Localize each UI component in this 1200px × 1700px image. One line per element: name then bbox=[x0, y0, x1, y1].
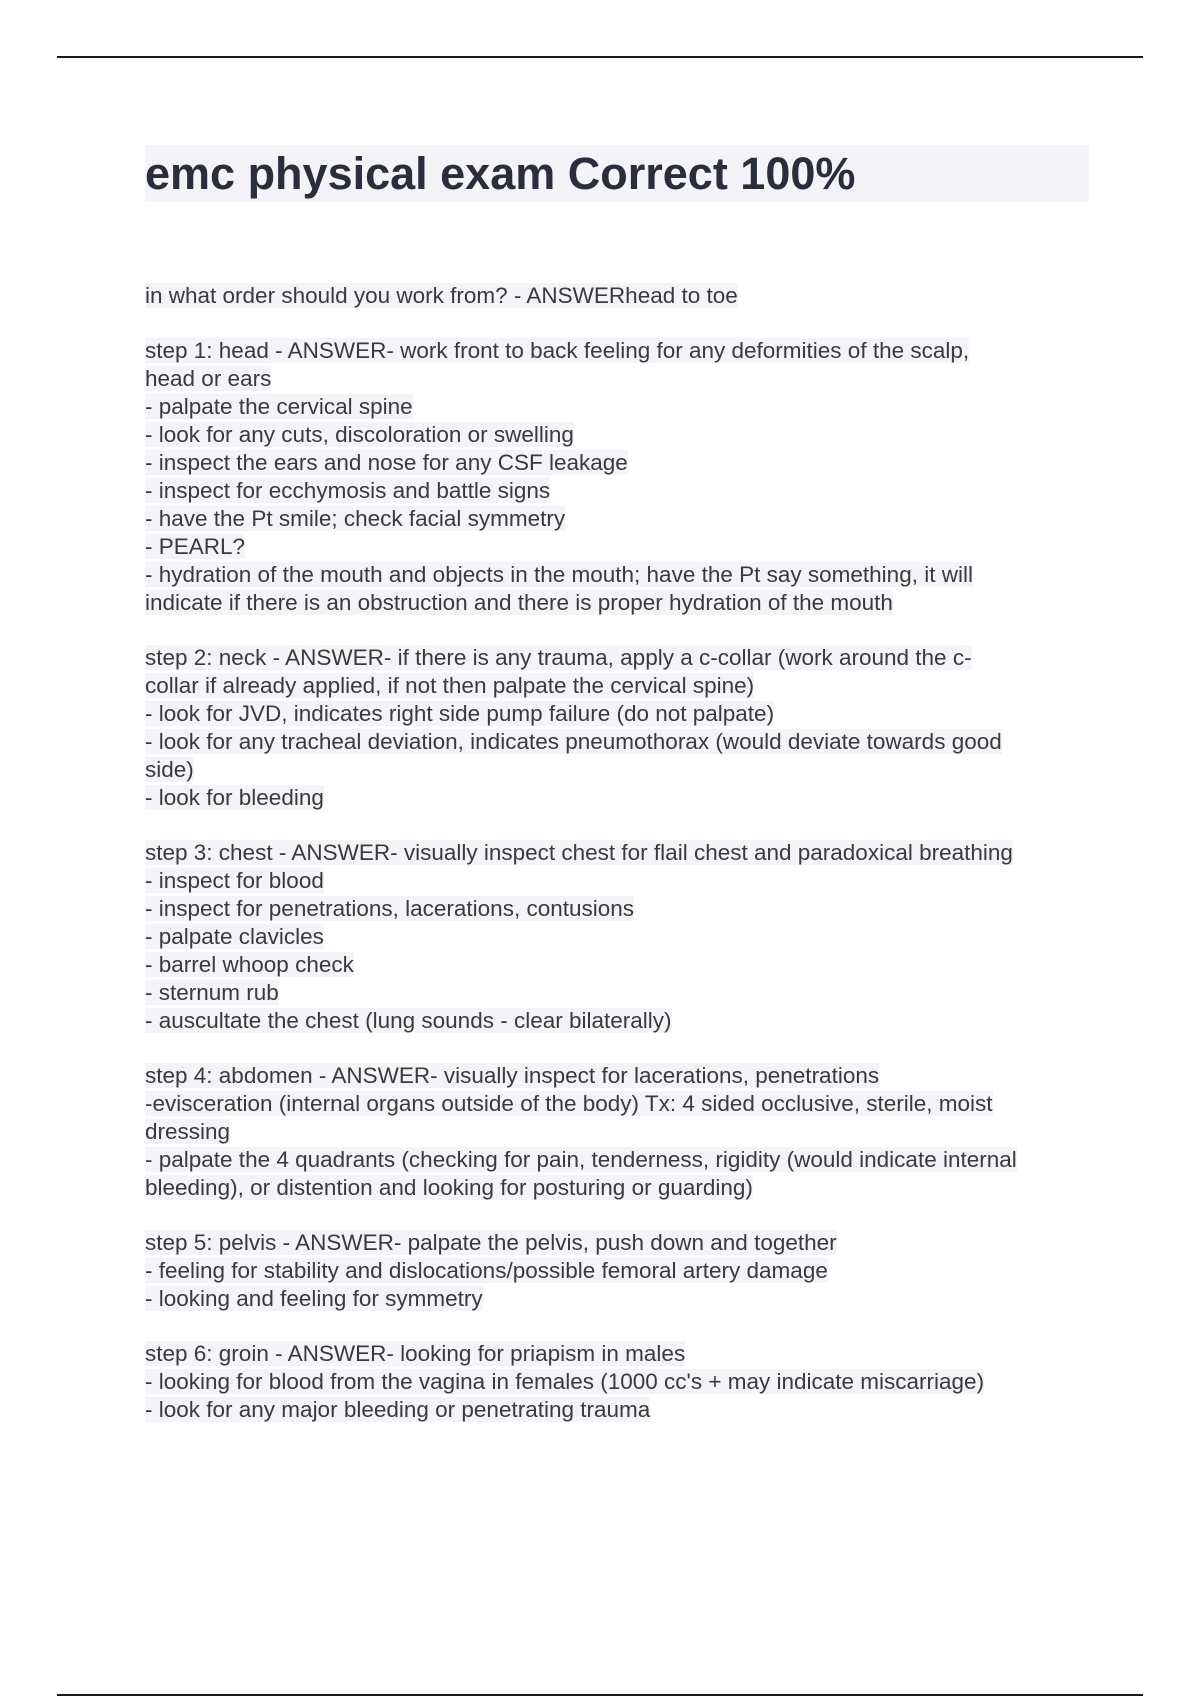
qa-line-text: - inspect for blood bbox=[145, 868, 324, 893]
qa-line-text: - have the Pt smile; check facial symmetry bbox=[145, 506, 566, 531]
qa-line-text: - looking for blood from the vagina in females (1000 cc's + may indicate miscarriage) bbox=[145, 1369, 985, 1394]
qa-line-text: - palpate the cervical spine bbox=[145, 394, 413, 419]
qa-line-text: - look for bleeding bbox=[145, 785, 324, 810]
qa-line bbox=[145, 1257, 1089, 1285]
qa-line bbox=[145, 728, 1089, 756]
qa-line bbox=[145, 784, 1089, 812]
document-page bbox=[145, 145, 1089, 1451]
qa-line-text: - palpate clavicles bbox=[145, 924, 324, 949]
qa-line-text: step 1: head - ANSWER- work front to back feeling for any deformities of the scalp, bbox=[145, 338, 970, 363]
qa-line bbox=[145, 533, 1089, 561]
qa-line-text: - palpate the 4 quadrants (checking for pain, tenderness, rigidity (would indicate internal bbox=[145, 1147, 1017, 1172]
qa-line bbox=[145, 1174, 1089, 1202]
qa-line bbox=[145, 1285, 1089, 1313]
document-title: emc physical exam Correct 100% bbox=[145, 148, 856, 199]
qa-line bbox=[145, 589, 1089, 617]
qa-line-text: bleeding), or distention and looking for posturing or guarding) bbox=[145, 1175, 753, 1200]
qa-line bbox=[145, 393, 1089, 421]
qa-line-text: step 3: chest - ANSWER- visually inspect chest for flail chest and paradoxical breathing bbox=[145, 840, 1013, 865]
qa-list bbox=[145, 282, 1089, 1424]
top-rule bbox=[57, 56, 1143, 58]
qa-item bbox=[145, 1229, 1089, 1313]
qa-line-text: step 2: neck - ANSWER- if there is any trauma, apply a c-collar (work around the c- bbox=[145, 645, 972, 670]
qa-line bbox=[145, 979, 1089, 1007]
qa-line bbox=[145, 477, 1089, 505]
qa-line bbox=[145, 839, 1089, 867]
qa-line-text: in what order should you work from? - ANSWERhead to toe bbox=[145, 283, 738, 308]
bottom-rule bbox=[57, 1694, 1143, 1696]
qa-line bbox=[145, 895, 1089, 923]
qa-line-text: head or ears bbox=[145, 366, 272, 391]
qa-line-text: - feeling for stability and dislocations/possible femoral artery damage bbox=[145, 1258, 828, 1283]
qa-item bbox=[145, 337, 1089, 617]
qa-item bbox=[145, 644, 1089, 812]
qa-line-text: - inspect the ears and nose for any CSF leakage bbox=[145, 450, 628, 475]
qa-line-text: collar if already applied, if not then palpate the cervical spine) bbox=[145, 673, 755, 698]
qa-item bbox=[145, 839, 1089, 1035]
qa-line bbox=[145, 1062, 1089, 1090]
qa-line bbox=[145, 337, 1089, 365]
qa-line-text: - look for any major bleeding or penetrating trauma bbox=[145, 1397, 651, 1422]
qa-line bbox=[145, 505, 1089, 533]
qa-line bbox=[145, 365, 1089, 393]
qa-line bbox=[145, 1340, 1089, 1368]
qa-line bbox=[145, 1118, 1089, 1146]
qa-line bbox=[145, 282, 1089, 310]
qa-line-text: - inspect for penetrations, lacerations, contusions bbox=[145, 896, 635, 921]
qa-line-text: - look for any tracheal deviation, indicates pneumothorax (would deviate towards good bbox=[145, 729, 1002, 754]
qa-line-text: step 6: groin - ANSWER- looking for priapism in males bbox=[145, 1341, 686, 1366]
qa-line bbox=[145, 1007, 1089, 1035]
qa-line-text: - inspect for ecchymosis and battle signs bbox=[145, 478, 551, 503]
qa-line-text: - auscultate the chest (lung sounds - clear bilaterally) bbox=[145, 1008, 672, 1033]
qa-line bbox=[145, 1396, 1089, 1424]
qa-line bbox=[145, 449, 1089, 477]
qa-line bbox=[145, 421, 1089, 449]
qa-line-text: dressing bbox=[145, 1119, 231, 1144]
qa-line bbox=[145, 1229, 1089, 1257]
qa-line-text: - look for JVD, indicates right side pump failure (do not palpate) bbox=[145, 701, 775, 726]
qa-item bbox=[145, 1340, 1089, 1424]
qa-line-text: - looking and feeling for symmetry bbox=[145, 1286, 483, 1311]
qa-item bbox=[145, 282, 1089, 310]
qa-line bbox=[145, 951, 1089, 979]
qa-line bbox=[145, 700, 1089, 728]
qa-line bbox=[145, 672, 1089, 700]
qa-line-text: step 4: abdomen - ANSWER- visually inspect for lacerations, penetrations bbox=[145, 1063, 880, 1088]
qa-line bbox=[145, 867, 1089, 895]
qa-line-text: - sternum rub bbox=[145, 980, 279, 1005]
qa-line-text: indicate if there is an obstruction and there is proper hydration of the mouth bbox=[145, 590, 893, 615]
qa-line bbox=[145, 561, 1089, 589]
qa-line bbox=[145, 1146, 1089, 1174]
qa-line bbox=[145, 1090, 1089, 1118]
qa-line-text: step 5: pelvis - ANSWER- palpate the pelvis, push down and together bbox=[145, 1230, 837, 1255]
qa-line-text: -evisceration (internal organs outside of the body) Tx: 4 sided occlusive, sterile, moist bbox=[145, 1091, 993, 1116]
qa-line bbox=[145, 756, 1089, 784]
qa-line-text: - barrel whoop check bbox=[145, 952, 354, 977]
qa-line-text: - hydration of the mouth and objects in the mouth; have the Pt say something, it will bbox=[145, 562, 973, 587]
qa-item bbox=[145, 1062, 1089, 1202]
qa-line bbox=[145, 644, 1089, 672]
qa-line-text: - look for any cuts, discoloration or swelling bbox=[145, 422, 574, 447]
qa-line-text: - PEARL? bbox=[145, 534, 246, 559]
title-band bbox=[145, 145, 1089, 202]
qa-line-text: side) bbox=[145, 757, 194, 782]
qa-line bbox=[145, 923, 1089, 951]
qa-line bbox=[145, 1368, 1089, 1396]
